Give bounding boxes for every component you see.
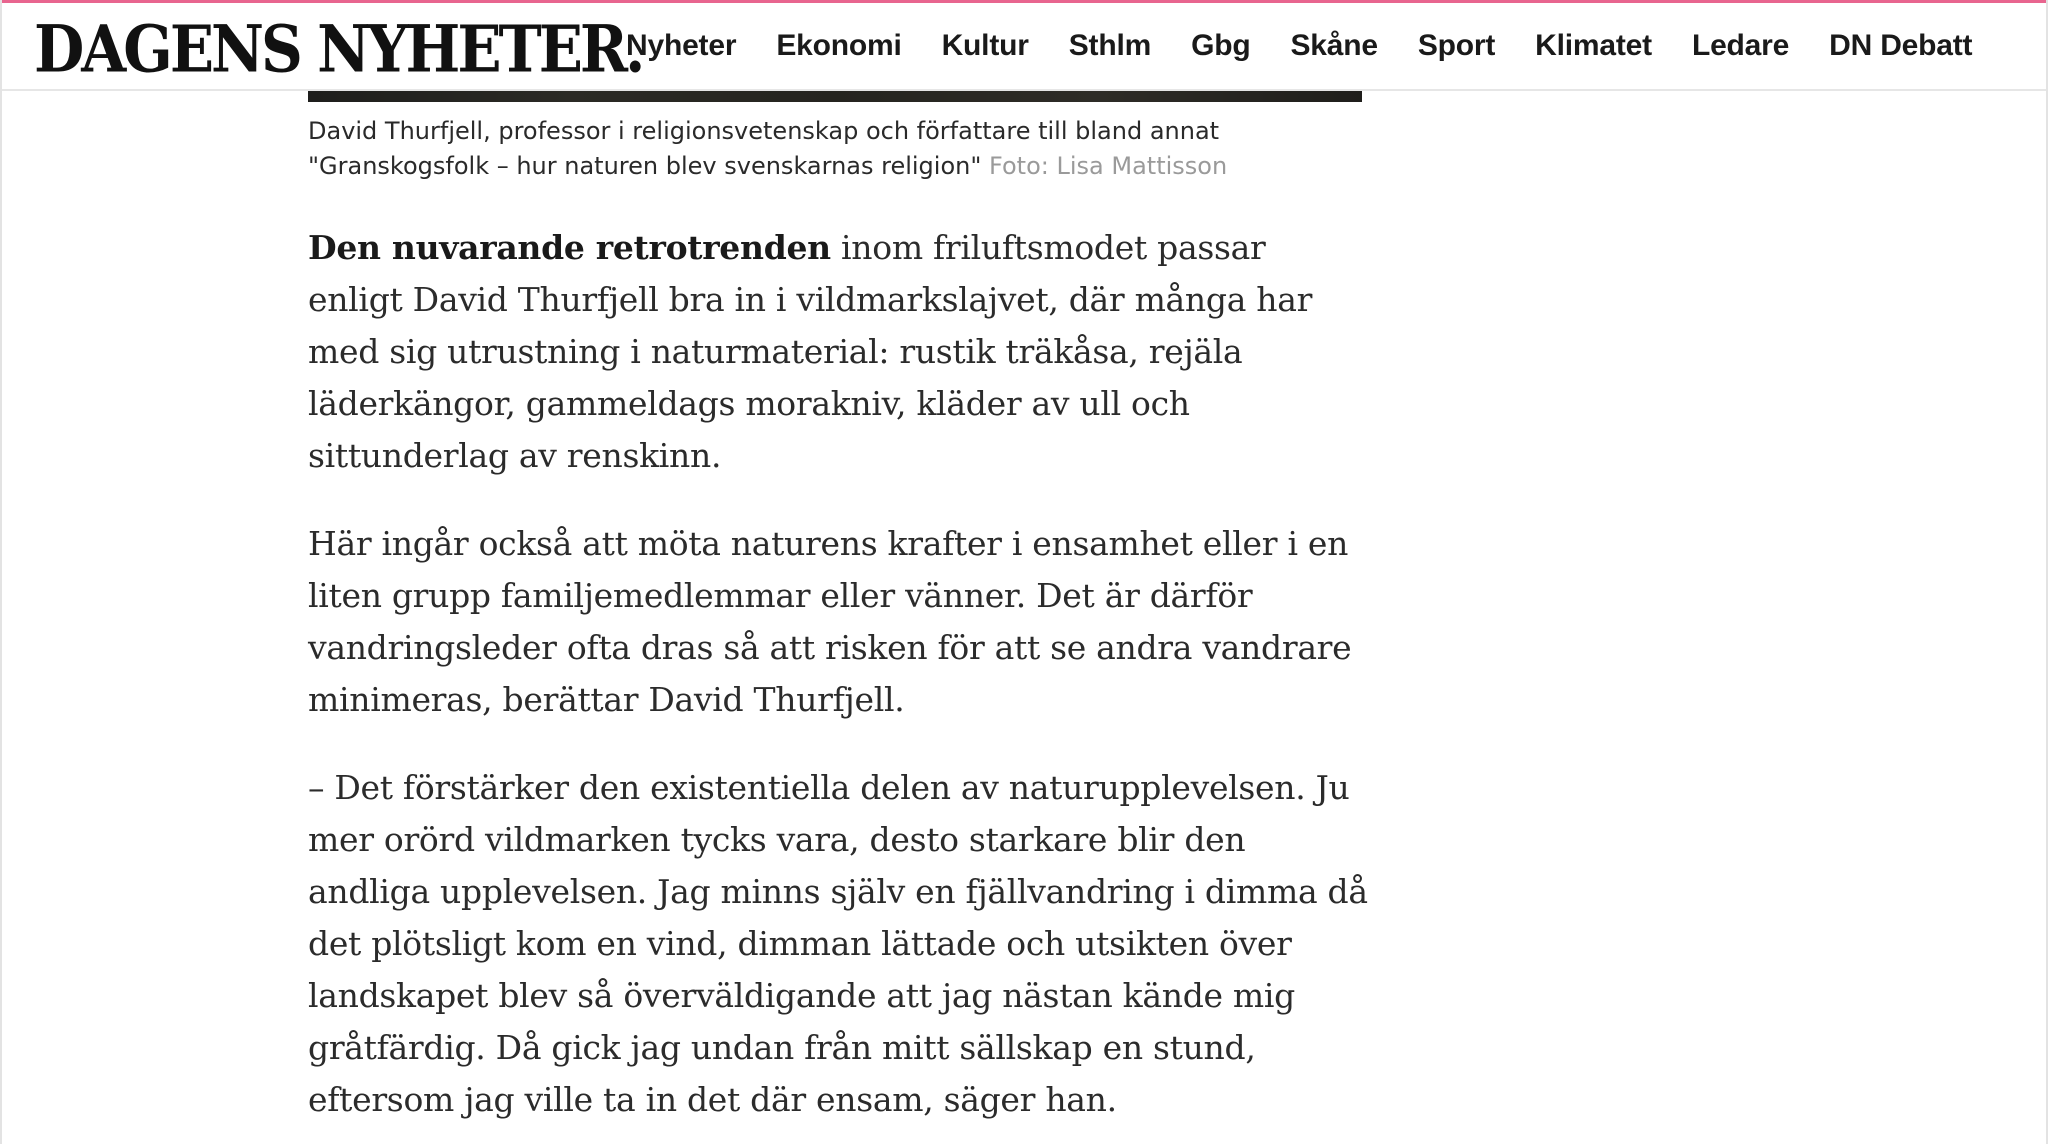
nav-item-kultur[interactable]: Kultur [941, 29, 1029, 62]
nav-item-dn-debatt[interactable]: DN Debatt [1829, 29, 1973, 62]
article-body [308, 222, 1368, 1144]
caption-book-title: "Granskogsfolk – hur naturen blev svenskarnas religion" [308, 152, 982, 180]
paragraph-lead: Den nuvarande retrotrenden [308, 228, 831, 267]
nav-item-nyheter[interactable]: Nyheter [626, 29, 737, 62]
nav-item-ekonomi[interactable]: Ekonomi [776, 29, 902, 62]
caption-line-2 [308, 149, 1308, 184]
photo-credit: Foto: Lisa Mattisson [989, 152, 1228, 180]
paragraph-1-text: inom friluftsmodet passar enligt David Thurfjell bra in i vildmarkslajvet, där många har med sig utrustning i naturmaterial: rustik träkåsa, rejäla läderkängor, gammeldags morakniv, kläder av ull och sittunderlag av renskinn. [308, 228, 1313, 475]
main-nav [626, 3, 1972, 89]
nav-item-ledare[interactable]: Ledare [1691, 29, 1790, 62]
nav-item-sthlm[interactable]: Sthlm [1068, 29, 1152, 62]
site-logo[interactable]: DAGENS NYHETER. [34, 10, 643, 88]
nav-item-klimatet[interactable]: Klimatet [1535, 29, 1652, 62]
nav-item-skane[interactable]: Skåne [1290, 29, 1378, 62]
paragraph-2: Här ingår också att möta naturens krafter i ensamhet eller i en liten grupp familjemedlemmar eller vänner. Det är därför vandringsleder ofta dras så att risken för att se andra vandrare minimeras, berättar David Thurfjell. [308, 524, 1352, 719]
image-caption [308, 114, 1308, 184]
site-header [2, 3, 2046, 91]
paragraph-3: – Det förstärker den existentiella delen av naturupplevelsen. Ju mer orörd vildmarken tycks vara, desto starkare blir den andliga upplevelsen. Jag minns själv en fjällvandring i dimma då det plötsligt kom en vind, dimman lättade och utsikten över landskapet blev så överväldigande att jag nästan kände mig gråtfärdig. Då gick jag undan från mitt sällskap en stund, eftersom jag ville ta in det där ensam, säger han. [308, 768, 1368, 1119]
article-image [308, 91, 1362, 102]
nav-item-gbg[interactable]: Gbg [1191, 29, 1251, 62]
caption-line-1: David Thurfjell, professor i religionsvetenskap och författare till bland annat [308, 117, 1220, 145]
nav-item-sport[interactable]: Sport [1417, 29, 1496, 62]
paragraph-1 [308, 222, 1368, 482]
